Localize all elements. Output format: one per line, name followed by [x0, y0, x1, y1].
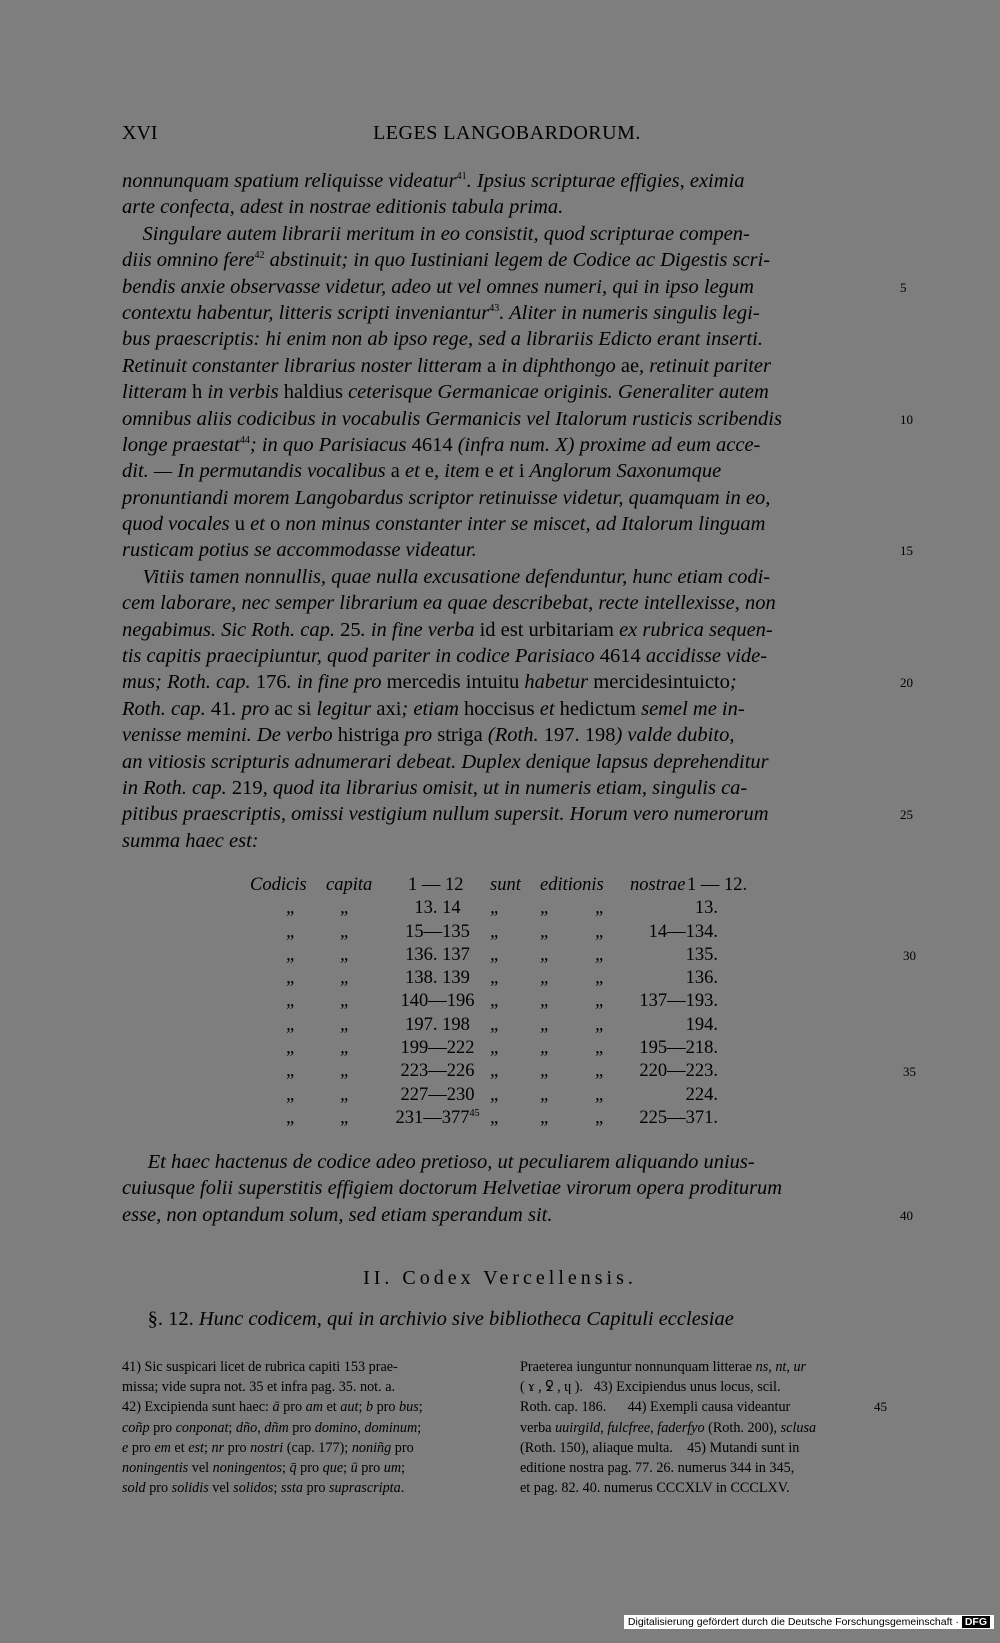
text-line: summa haec est:	[122, 829, 259, 852]
text-line: cuiusque folii superstitis effigiem doctorum Helvetiae virorum opera proditurum	[122, 1177, 783, 1200]
ditto-mark: „	[340, 991, 351, 1012]
ditto-mark: „	[286, 991, 297, 1012]
ditto-mark: „	[340, 1107, 351, 1128]
edition-chapters: 135.	[685, 944, 718, 965]
ditto-mark: „	[540, 944, 551, 965]
ditto-mark: „	[490, 944, 501, 965]
line-number: 20	[900, 675, 913, 691]
ditto-mark: „	[286, 898, 297, 919]
codex-chapters: 227—230	[400, 1084, 475, 1105]
ditto-mark: „	[286, 1084, 297, 1105]
concordance-row	[250, 990, 850, 1013]
line-number: 5	[900, 279, 907, 295]
concordance-table	[250, 874, 916, 1130]
codex-chapters: $231—377^{45}$	[395, 1107, 480, 1128]
ditto-mark: „	[340, 1014, 351, 1035]
ditto-mark: „	[340, 1084, 351, 1105]
text-line: contextu habentur, litteris scripti inveniantur$^{43}$. Aliter in numeris singulis legi-	[122, 301, 760, 324]
ditto-mark: „	[540, 1107, 551, 1128]
ditto-mark: „	[595, 1107, 606, 1128]
codex-chapters: 197. 198	[405, 1014, 470, 1035]
text-line: dit. — In permutandis vocalibus a et e, item e et i Anglorum Saxonumque	[122, 460, 722, 483]
text-line: tis capitis praecipiuntur, quod pariter in codice Parisiaco 4614 accidisse vide-	[122, 645, 768, 668]
ditto-mark: „	[595, 1061, 606, 1082]
digitization-credit	[624, 1615, 994, 1629]
ditto-mark: „	[540, 968, 551, 989]
footnote-line: missa; vide supra not. 35 et infra pag. 35. not. a.	[122, 1379, 396, 1396]
ditto-mark: „	[595, 1014, 606, 1035]
footnote-line: (Roth. 150), aliaque multa. 45) Mutandi sunt in	[520, 1439, 800, 1456]
codex-chapters: 140—196	[400, 991, 475, 1012]
credit-text: Digitalisierung gefördert durch die Deutsche Forschungsgemeinschaft ·	[627, 1616, 959, 1628]
text-line: esse, non optandum solum, sed etiam sperandum sit. 40	[122, 1202, 897, 1228]
ditto-mark: „	[286, 921, 297, 942]
edition-chapters: 225—371.	[639, 1107, 718, 1128]
line-number: 25	[900, 807, 913, 823]
line-number: 10	[900, 411, 913, 427]
text-line: quod vocales u et o non minus constanter inter se miscet, ad Italorum linguam	[122, 513, 766, 536]
footnote-line: ( ɤ , ꝿ , ɥ ). 43) Excipiendus unus locus, scil.	[520, 1379, 781, 1396]
text-line: an vitiosis scripturis adnumerari debeat. Duplex denique lapsus deprehenditur	[122, 750, 769, 773]
line-number: 35	[903, 1064, 916, 1080]
footnote-line: noningentis vel noningentos; q̄ pro que; ū pro um;	[122, 1459, 406, 1476]
line-number: 30	[903, 947, 916, 963]
edition-chapters: 136.	[685, 968, 718, 989]
ditto-mark: „	[595, 991, 606, 1012]
text-line: negabimus. Sic Roth. cap. 25. in fine verba id est urbitariam ex rubrica sequen-	[122, 618, 773, 641]
concordance-row	[250, 1014, 850, 1037]
ditto-mark: „	[490, 921, 501, 942]
ditto-mark: „	[286, 1061, 297, 1082]
footnote-line: Praeterea iunguntur nonnunquam litterae ns, nt, ur	[520, 1359, 807, 1375]
text-line: pitibus praescriptis, omissi vestigium nullum supersit. Horum vero numerorum 25	[122, 801, 897, 827]
text-line: bendis anxie observasse videtur, adeo ut vel omnes numeri, qui in ipso legum 5	[122, 274, 897, 300]
ditto-mark: „	[540, 1061, 551, 1082]
footnote-line: verba uuirgild, fulcfree, faderfyo (Roth. 200), sclusa	[520, 1419, 817, 1436]
text-line: longe praestat$^{44}$; in quo Parisiacus 4614 (infra num. X) proxime ad eum acce-	[122, 433, 761, 456]
section-heading: II. Codex Vercellensis.	[363, 1267, 637, 1289]
text-line: cem laborare, nec semper librarium ea quae describebat, recte intellexisse, non	[122, 592, 776, 615]
concordance-row	[250, 897, 850, 920]
footnote-line: editione nostra pag. 77. 26. numerus 344 in 345,	[520, 1459, 795, 1476]
ditto-mark: „	[490, 1061, 501, 1082]
closing-paragraph	[122, 1149, 913, 1228]
text-line: venisse memini. De verbo histriga pro striga (Roth. 197. 198) valde dubito,	[122, 724, 735, 747]
text-line: arte confecta, adest in nostrae editionis tabula prima.	[122, 196, 564, 219]
edition-chapters: 13.	[694, 898, 718, 919]
header-range-edition: 1 — 12.	[687, 875, 748, 895]
line-number: 45	[874, 1399, 887, 1415]
footnote-line: et pag. 82. 40. numerus CCCXLV in CCCLXV.	[520, 1480, 790, 1497]
text-line: Et haec hactenus de codice adeo pretioso, ut peculiarem aliquando unius-	[122, 1151, 755, 1173]
text-line: Vitiis tamen nonnullis, quae nulla excusatione defenduntur, hunc etiam codi-	[122, 565, 771, 588]
running-title: LEGES LANGOBARDORUM.	[373, 122, 641, 144]
paragraph-12	[122, 1306, 897, 1332]
ditto-mark: „	[490, 1084, 501, 1105]
ditto-mark: „	[286, 968, 297, 989]
line-number: 40	[900, 1207, 913, 1223]
codex-chapters: 199—222	[400, 1038, 475, 1059]
codex-chapters: 15—135	[405, 921, 470, 942]
ditto-mark: „	[595, 944, 606, 965]
ditto-mark: „	[540, 921, 551, 942]
ditto-mark: „	[286, 1014, 297, 1035]
edition-chapters: 195—218.	[639, 1038, 718, 1059]
dfg-logo: DFG	[962, 1616, 990, 1628]
footnote-line: sold pro solidis vel solidos; ssta pro suprascripta.	[122, 1480, 405, 1497]
footnote-line: 41) Sic suspicari licet de rubrica capiti 153 prae-	[122, 1359, 398, 1375]
concordance-row	[250, 967, 850, 990]
footnote-line: 42) Excipienda sunt haec: ā pro am et aut; b pro bus;	[122, 1399, 423, 1416]
text-line: §. 12. Hunc codicem, qui in archivio sive bibliotheca Capituli ecclesiae	[147, 1308, 734, 1330]
concordance-row	[250, 1060, 916, 1083]
header-editionis: editionis	[540, 875, 604, 895]
text-line: Singulare autem librarii meritum in eo consistit, quod scripturae compen-	[122, 222, 750, 245]
text-line: rusticam potius se accommodasse videatur. 15	[122, 537, 897, 563]
codex-chapters: 223—226	[400, 1061, 475, 1082]
concordance-row	[250, 921, 850, 944]
header-codicis: Codicis	[250, 875, 307, 895]
footnote-line: e pro em et est; nr pro nostri (cap. 177); noniñg pro	[122, 1439, 414, 1456]
text-line: omnibus aliis codicibus in vocabulis Germanicis vel Italorum rusticis scribendis 10	[122, 406, 897, 432]
footnotes-left-column	[122, 1357, 487, 1498]
ditto-mark: „	[340, 968, 351, 989]
ditto-mark: „	[286, 1107, 297, 1128]
line-number: 15	[900, 543, 913, 559]
ditto-mark: „	[340, 921, 351, 942]
ditto-mark: „	[595, 921, 606, 942]
concordance-row	[250, 1037, 850, 1060]
ditto-mark: „	[540, 1038, 551, 1059]
ditto-mark: „	[286, 1038, 297, 1059]
ditto-mark: „	[540, 1014, 551, 1035]
text-line: diis omnino fere$^{42}$ abstinuit; in quo Iustiniani legem de Codice ac Digestis scri-	[122, 249, 771, 272]
text-line: Roth. cap. 41. pro ac si legitur axi; etiam hoccisus et hedictum semel me in-	[122, 697, 745, 720]
ditto-mark: „	[595, 898, 606, 919]
ditto-mark: „	[540, 1084, 551, 1105]
ditto-mark: „	[490, 1038, 501, 1059]
ditto-mark: „	[340, 1061, 351, 1082]
header-sunt: sunt	[490, 875, 521, 895]
footnote-line: Roth. cap. 186. 44) Exempli causa videantur 45	[520, 1397, 885, 1417]
edition-chapters: 14—134.	[648, 921, 718, 942]
header-range: 1 — 12	[408, 875, 464, 895]
ditto-mark: „	[490, 1107, 501, 1128]
ditto-mark: „	[490, 968, 501, 989]
edition-chapters: 194.	[685, 1014, 718, 1035]
ditto-mark: „	[340, 1038, 351, 1059]
edition-chapters: 220—223.	[639, 1061, 718, 1082]
ditto-mark: „	[340, 944, 351, 965]
footnote-line: coñp pro conponat; dño, dñm pro domino, dominum;	[122, 1419, 422, 1436]
codex-chapters: 13. 14	[414, 898, 461, 919]
header-capita: capita	[326, 875, 373, 895]
text-line: nonnunquam spatium reliquisse videatur$^{41}$. Ipsius scripturae effigies, eximia	[122, 170, 745, 192]
concordance-row	[250, 1107, 850, 1130]
concordance-row	[250, 944, 916, 967]
ditto-mark: „	[595, 1038, 606, 1059]
footnotes-right-column	[520, 1357, 885, 1498]
text-line: mus; Roth. cap. 176. in fine pro mercedis intuitu habetur mercidesintuicto; 20	[122, 669, 897, 695]
codex-chapters: 136. 137	[405, 944, 470, 965]
body-text	[122, 168, 913, 854]
ditto-mark: „	[595, 1084, 606, 1105]
text-line: pronuntiandi morem Langobardus scriptor retinuisse videtur, quamquam in eo,	[122, 486, 771, 509]
edition-chapters: 224.	[685, 1084, 718, 1105]
running-head	[122, 122, 892, 152]
ditto-mark: „	[595, 968, 606, 989]
text-line: bus praescriptis: hi enim non ab ipso rege, sed a librariis Edicto erant inserti.	[122, 328, 763, 351]
ditto-mark: „	[490, 898, 501, 919]
ditto-mark: „	[286, 944, 297, 965]
header-nostrae: nostrae	[630, 875, 686, 895]
concordance-header	[250, 874, 850, 897]
text-line: in Roth. cap. 219, quod ita librarius omisit, ut in numeris etiam, singulis ca-	[122, 776, 748, 799]
concordance-row	[250, 1084, 850, 1107]
ditto-mark: „	[340, 898, 351, 919]
codex-chapters: 138. 139	[405, 968, 470, 989]
page-number: XVI	[122, 122, 158, 144]
ditto-mark: „	[540, 991, 551, 1012]
ditto-mark: „	[490, 991, 501, 1012]
ditto-mark: „	[490, 1014, 501, 1035]
ditto-mark: „	[540, 898, 551, 919]
text-line: litteram h in verbis haldius ceterisque Germanicae originis. Generaliter autem	[122, 381, 769, 404]
text-line: Retinuit constanter librarius noster litteram a in diphthongo ae, retinuit pariter	[122, 354, 771, 377]
edition-chapters: 137—193.	[639, 991, 718, 1012]
